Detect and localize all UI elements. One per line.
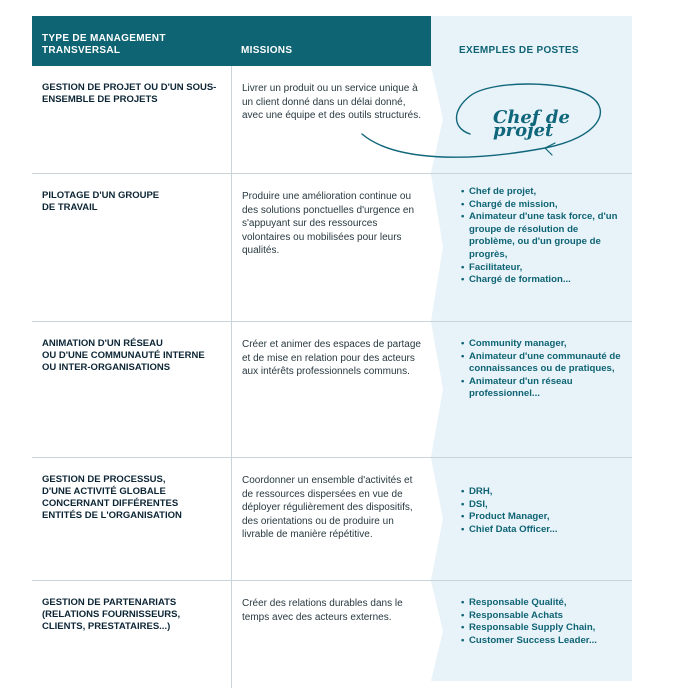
arrow-notch-icon (431, 66, 443, 173)
list-item: • Chief Data Officer... (461, 524, 626, 537)
table-row (32, 581, 632, 688)
row-examples (431, 66, 632, 173)
table-row (32, 174, 632, 322)
header-missions: MISSIONS (231, 16, 431, 66)
handwritten-note: Chef de projet (493, 107, 570, 141)
list-item: • Responsable Supply Chain, (461, 622, 626, 635)
arrow-notch-icon (431, 174, 443, 321)
list-item: • Community manager, (461, 338, 626, 351)
row-type: PILOTAGE D'UN GROUPE DE TRAVAIL (42, 190, 160, 213)
job-list (461, 186, 626, 287)
list-item: • Animateur d'une communauté de connaissances ou de pratiques, (461, 351, 626, 376)
list-item: • Product Manager, (461, 511, 626, 524)
row-mission: Créer et animer des espaces de partage et de mise en relation pour des acteurs aux intérêts professionnels communs. (231, 322, 431, 457)
arrow-notch-icon (431, 322, 443, 457)
list-item: • Chef de projet, (461, 186, 626, 199)
list-item: • Animateur d'une task force, d'un groupe de résolution de problème, ou d'un groupe de progrès, (461, 211, 626, 261)
row-examples (431, 581, 632, 681)
header-examples: EXEMPLES DE POSTES (431, 16, 632, 66)
row-examples (431, 458, 632, 580)
list-item: • Customer Success Leader... (461, 635, 626, 648)
table-row (32, 66, 632, 174)
arrow-notch-icon (431, 581, 443, 681)
table-header (32, 16, 632, 66)
list-item: • Animateur d'un réseau professionnel... (461, 376, 626, 401)
management-table (32, 16, 632, 688)
table-row (32, 458, 632, 581)
row-type: GESTION DE PARTENARIATS (RELATIONS FOURNISSEURS, CLIENTS, PRESTATAIRES...) (42, 597, 181, 632)
row-mission: Livrer un produit ou un service unique à un client donné dans un délai donné, avec une équipe et des outils structurés. (231, 66, 431, 173)
row-type: GESTION DE PROJET OU D'UN SOUS-ENSEMBLE DE PROJETS (42, 82, 217, 105)
row-type: GESTION DE PROCESSUS, D'UNE ACTIVITÉ GLOBALE CONCERNANT DIFFÉRENTES ENTITÉS DE L'ORGANISATION (42, 474, 182, 521)
list-item: • Chargé de mission, (461, 199, 626, 212)
row-examples (431, 174, 632, 321)
list-item: • DSI, (461, 499, 626, 512)
row-type: ANIMATION D'UN RÉSEAU OU D'UNE COMMUNAUTÉ INTERNE OU INTER-ORGANISATIONS (42, 338, 205, 373)
job-list (461, 593, 626, 647)
row-examples (431, 322, 632, 457)
list-item: • Responsable Achats (461, 610, 626, 623)
list-item: • Responsable Qualité, (461, 597, 626, 610)
job-list (461, 334, 626, 401)
row-mission: Créer des relations durables dans le temps avec des acteurs externes. (231, 581, 431, 688)
table-row (32, 322, 632, 458)
row-mission: Produire une amélioration continue ou des solutions ponctuelles d'urgence en s'appuyant sur des ressources volontaires ou mobilisées pour leurs qualités. (231, 174, 431, 321)
list-item: • Chargé de formation... (461, 274, 626, 287)
row-mission: Coordonner un ensemble d'activités et de ressources dispersées en vue de déployer régulièrement des dispositifs, des orientations ou de produire un livrable de manière répétitive. (231, 458, 431, 580)
header-type: TYPE DE MANAGEMENT TRANSVERSAL (32, 16, 231, 66)
list-item: • DRH, (461, 486, 626, 499)
job-list (461, 470, 626, 536)
list-item: • Facilitateur, (461, 262, 626, 275)
arrow-notch-icon (431, 458, 443, 580)
